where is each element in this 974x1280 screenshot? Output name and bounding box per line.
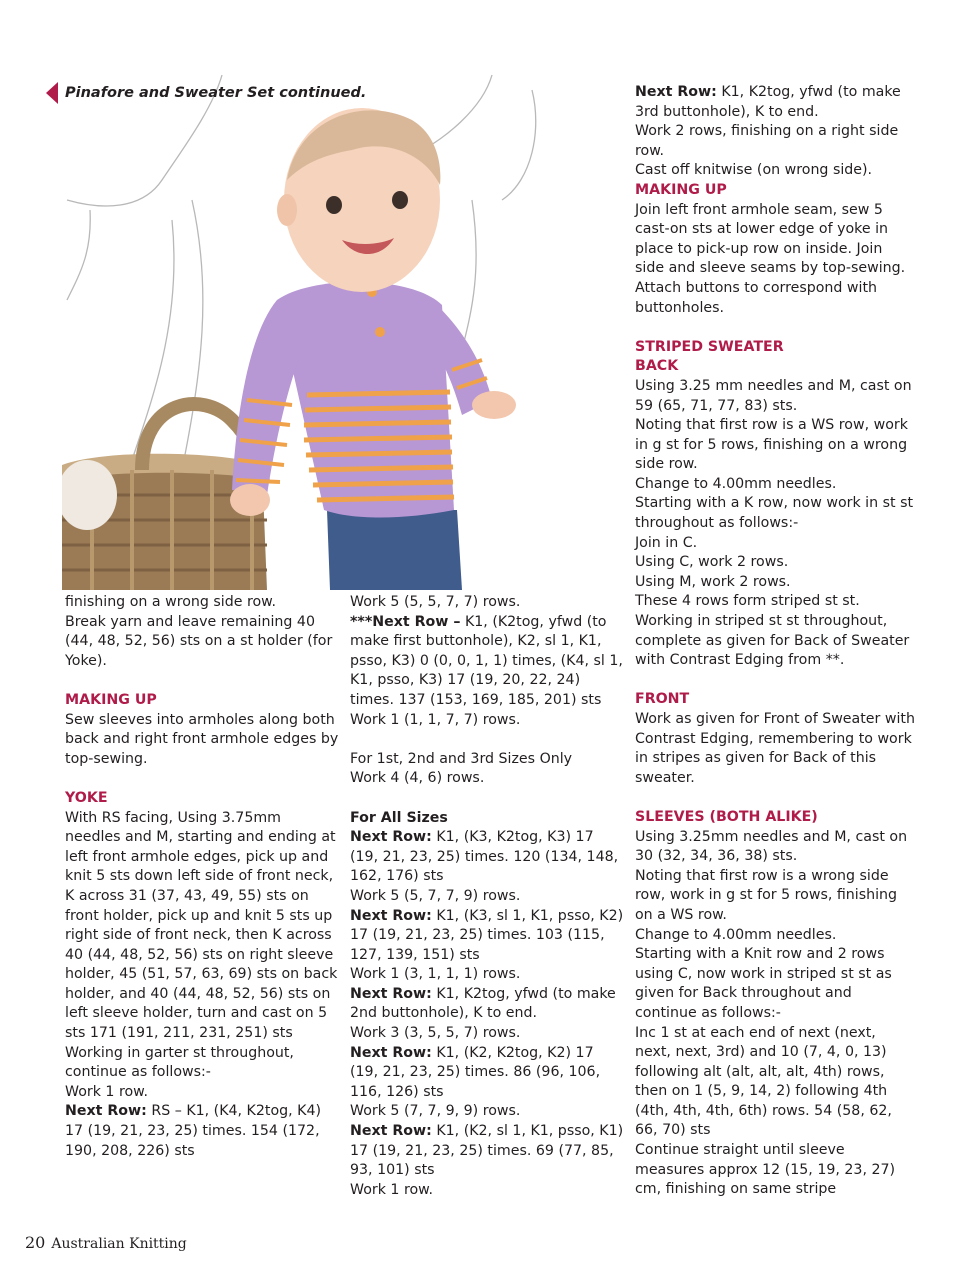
heading-making-up: MAKING UP [65, 691, 157, 708]
heading-sleeves: SLEEVES (BOTH ALIKE) [635, 808, 818, 825]
paragraph: Using 3.25 mm needles and M, cast on 59 (65, 71, 77, 83) sts. Noting that first row is a WS row, work in g st for 5 rows, finishing on a wrong side row. Change to 4.00mm needles. Starting with a K row, now work in st st throughout as follows:- Join in C. Using C, work 2 rows. Using M, work 2 rows. These 4 rows form striped st st. Working in striped st st throughout, complete as given for Back of Sweater with Contrast Edging from **. [635, 377, 914, 669]
next-row-text: K1, (K2, sl 1, K1, psso, K1) 17 (19, 21, 23, 25) times. 69 (77, 85, 93, 101) sts Work 1 row. [350, 1123, 624, 1198]
paragraph [350, 1044, 625, 1122]
paragraph [350, 613, 625, 731]
next-row-label: Next Row: [65, 1103, 147, 1120]
text-column-3 [635, 83, 915, 1200]
banner-arrow-icon [46, 82, 58, 104]
heading-all-sizes: For All Sizes [350, 809, 448, 826]
paragraph: Using 3.25mm needles and M, cast on 30 (32, 34, 36, 38) sts. Noting that first row is a wrong side row, work in g st for 5 rows, finishing on a WS row. Change to 4.00mm needles. Starting with a Knit row and 2 rows using C, now work in striped st st as given for Back throughout and continue as follows:- Inc 1 st at each end of next (next, next, next, 3rd) and 10 (7, 4, 0, 13) following alt (alt, alt, alt, 4th) rows, then on 1 (5, 9, 14, 2) following 4th (4th, 4th, 4th, 6th) rows. 54 (58, 62, 66, 70) sts Continue straight until sleeve measures approx 12 (15, 19, 23, 27) cm, finishing on same stripe [635, 828, 908, 1198]
paragraph [350, 907, 625, 985]
next-row-text: K1, (K3, K2tog, K3) 17 (19, 21, 23, 25) times. 120 (134, 148, 162, 176) sts Work 5 (5, 7, 7, 9) rows. [350, 829, 619, 904]
heading-front: FRONT [635, 691, 690, 708]
paragraph: Sew sleeves into armholes along both back and right front armhole edges by top-sewing. [65, 711, 339, 767]
paragraph [350, 1122, 625, 1200]
paragraph [635, 83, 915, 181]
heading-striped-sweater: STRIPED SWEATER [635, 338, 784, 355]
next-row-text: K1, K2tog, yfwd (to make 3rd buttonhole), K to end. Work 2 rows, finishing on a right side row. Cast off knitwise (on wrong side). [635, 84, 901, 179]
magazine-name: Australian Knitting [51, 1236, 187, 1252]
next-row-label: Next Row: [350, 907, 432, 924]
paragraph: With RS facing, Using 3.75mm needles and M, starting and ending at left front armhole edges, pick up and knit 5 sts down left side of front neck, K across 31 (37, 43, 49, 55) sts on front holder, pick up and knit 5 sts up right side of front neck, then K across 40 (44, 48, 52, 56) sts on right sleeve holder, 45 (51, 57, 63, 69) sts on back holder, and 40 (44, 48, 52, 56) sts on left sleeve holder, turn and cast on 5 sts 171 (191, 211, 231, 251) sts Working in garter st throughout, continue as follows:- Work 1 row. [65, 809, 338, 1100]
baby-figure [230, 108, 516, 590]
next-row-label: ***Next Row – [350, 613, 461, 630]
paragraph: finishing on a wrong side row. Break yarn and leave remaining 40 (44, 48, 52, 56) sts on a st holder (for Yoke). [65, 594, 333, 669]
paragraph: Work 5 (5, 5, 7, 7) rows. [350, 594, 521, 610]
next-row-label: Next Row: [350, 985, 432, 1002]
next-row-label: Next Row: [635, 84, 717, 100]
next-row-label: Next Row: [350, 1044, 432, 1061]
page-number: 20 [25, 1233, 46, 1252]
paragraph [65, 1102, 340, 1161]
heading-making-up: MAKING UP [635, 181, 727, 198]
baby-photo [62, 70, 564, 590]
paragraph: Work as given for Front of Sweater with Contrast Edging, remembering to work in stripes as given for Back of this sweater. [635, 711, 915, 786]
next-row-text: K1, (K2tog, yfwd (to make first buttonhole), K2, sl 1, K1, psso, K3) 0 (0, 0, 1, 1) times, (K4, sl 1, K1, psso, K3) 17 (19, 20, 22, 24) times. 137 (153, 169, 185, 201) sts Work 1 (1, 1, 7, 7) rows. [350, 613, 623, 728]
text-column-2 [350, 593, 625, 1200]
heading-back: BACK [635, 358, 679, 375]
paragraph [350, 828, 625, 906]
next-row-text: K1, (K3, sl 1, K1, psso, K2) 17 (19, 21, 23, 25) times. 103 (115, 127, 139, 151) sts Work 1 (3, 1, 1, 1) rows. [350, 907, 624, 983]
continuation-banner [46, 82, 366, 104]
banner-title: Pinafore and Sweater Set continued. [65, 85, 367, 101]
next-row-label: Next Row: [350, 1123, 432, 1140]
text-column-1 [65, 593, 340, 1161]
page-footer [25, 1233, 187, 1252]
paragraph: Join left front armhole seam, sew 5 cast-on sts at lower edge of yoke in place to pick-up row on inside. Join side and sleeve seams by top-sewing. Attach buttons to correspond with buttonholes. [635, 201, 906, 316]
heading-yoke: YOKE [65, 789, 108, 806]
next-row-text: RS – K1, (K4, K2tog, K4) 17 (19, 21, 23, 25) times. 154 (172, 190, 208, 226) sts [65, 1103, 322, 1159]
paragraph [350, 985, 625, 1044]
next-row-text: K1, (K2, K2tog, K2) 17 (19, 21, 23, 25) times. 86 (96, 106, 116, 126) sts Work 5 (7, 7, 9, 9) rows. [350, 1044, 601, 1120]
next-row-label: Next Row: [350, 829, 432, 846]
next-row-text: K1, K2tog, yfwd (to make 2nd buttonhole), K to end. Work 3 (3, 5, 5, 7) rows. [350, 985, 616, 1042]
paragraph: For 1st, 2nd and 3rd Sizes Only Work 4 (4, 6) rows. [350, 750, 573, 787]
